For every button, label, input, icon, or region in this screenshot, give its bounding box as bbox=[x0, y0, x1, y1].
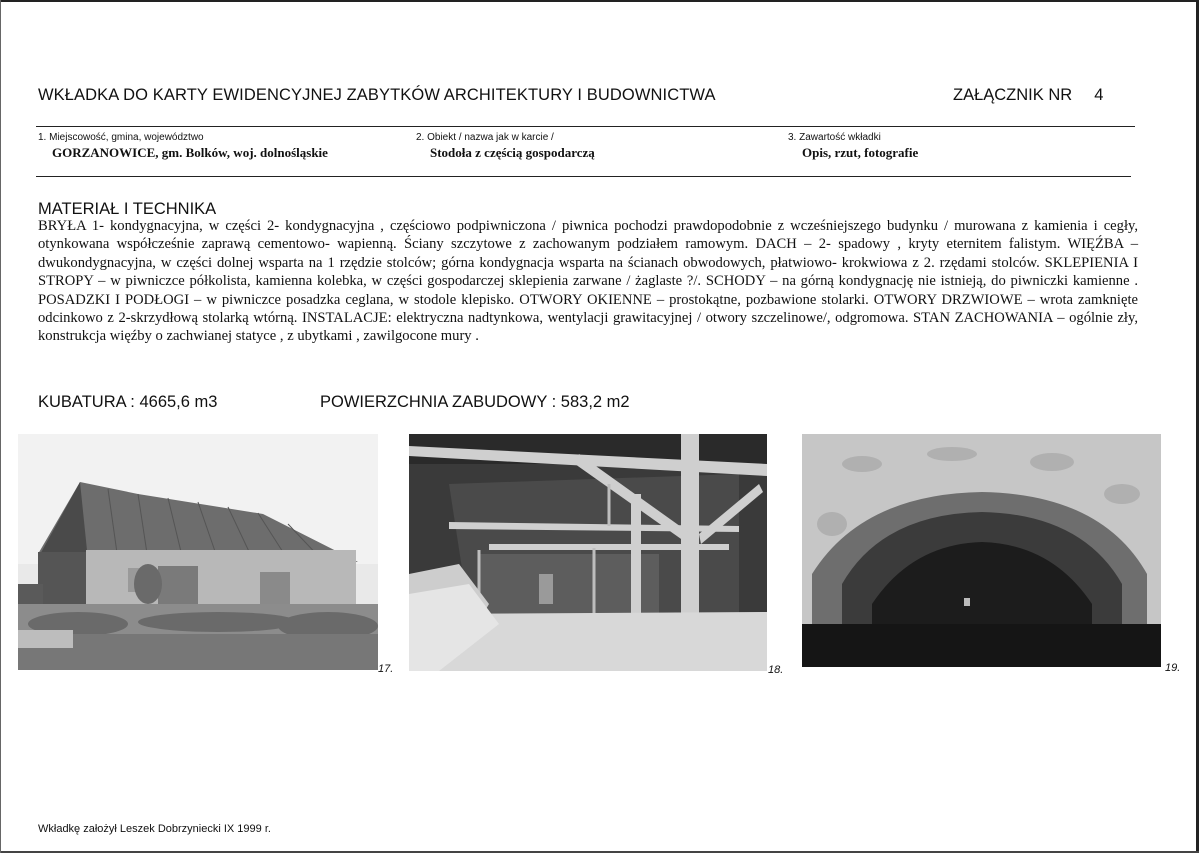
field-location-label: 1. Miejscowość, gmina, województwo bbox=[38, 132, 204, 143]
field-contents-label: 3. Zawartość wkładki bbox=[788, 132, 881, 143]
kubatura-value: KUBATURA : 4665,6 m3 bbox=[38, 393, 218, 411]
page-border-top bbox=[0, 0, 1199, 2]
photo-barn-exterior bbox=[18, 434, 378, 670]
fields-divider bbox=[36, 176, 1131, 177]
field-object bbox=[416, 132, 595, 161]
powierzchnia-value: POWIERZCHNIA ZABUDOWY : 583,2 m2 bbox=[320, 393, 630, 411]
annex-label: ZAŁĄCZNIK NR bbox=[953, 86, 1073, 104]
header-divider bbox=[36, 126, 1135, 127]
field-location bbox=[38, 132, 328, 161]
photo-number-2: 18. bbox=[768, 664, 784, 676]
photo-number-1: 17. bbox=[378, 663, 394, 675]
annex-number: 4 bbox=[1094, 86, 1104, 104]
field-location-value: GORZANOWICE, gm. Bolków, woj. dolnośląskie bbox=[52, 145, 328, 160]
field-object-label: 2. Obiekt / nazwa jak w karcie / bbox=[416, 132, 554, 143]
footer-author: Wkładkę założył Leszek Dobrzyniecki IX 1999 r. bbox=[38, 823, 271, 835]
material-description: BRYŁA 1- kondygnacyjna, w części 2- kondygnacyjna , częściowo podpiwniczona / piwnica pochodzi prawdopodobnie z wcześniejszego budynku / murowana z kamienia i cegły, otynkowana współcześnie zaprawą cementowo- wapienną. Ściany szczytowe z zachowanym podziałem ramowym. DACH – 2- spadowy , kryty eternitem falistym. WIĘŹBA – dwukondygnacyjna, w części dolnej wsparta na 1 rzędzie stolców; górna kondygnacja wsparta na ścianach obwodowych, płatwiowo- krokwiowa z 2. rzędami stolców. SKLEPIENIA I STROPY – w piwniczce półkolista, kamienna kolebka, w części gospodarczej sklepienia zarwane / żaglaste ?/. SCHODY – na górną kondygnację nie istnieją, do piwniczki kamienne . POSADZKI I PODŁOGI – w piwniczce posadzka ceglana, w stodole klepisko. OTWORY OKIENNE – prostokątne, pozbawione stolarki. OTWORY DRZWIOWE – wrota zamknięte odcinkowo z 2-skrzydłową stolarką wtórną. INSTALACJE: elektryczna nadtynkowa, wentylacji grawitacyjnej / otwory szczelinowe/, odgromowa. STAN ZACHOWANIA – ogólnie zły, konstrukcja więźby o zachwianej statyce , z ubytkami , zawilgocone mury . bbox=[38, 218, 1138, 345]
document-title: WKŁADKA DO KARTY EWIDENCYJNEJ ZABYTKÓW ARCHITEKTURY I BUDOWNICTWA bbox=[38, 86, 716, 104]
field-object-value: Stodoła z częścią gospodarczą bbox=[430, 145, 595, 160]
field-contents-value: Opis, rzut, fotografie bbox=[802, 145, 919, 160]
annex-label-group bbox=[953, 86, 1103, 105]
page-border-left bbox=[0, 0, 1, 853]
photo-cellar-vault bbox=[802, 434, 1161, 667]
field-contents bbox=[788, 132, 918, 161]
photo-barn-interior bbox=[409, 434, 767, 671]
material-section-title: MATERIAŁ I TECHNIKA bbox=[38, 200, 217, 218]
photo-number-3: 19. bbox=[1165, 662, 1181, 674]
